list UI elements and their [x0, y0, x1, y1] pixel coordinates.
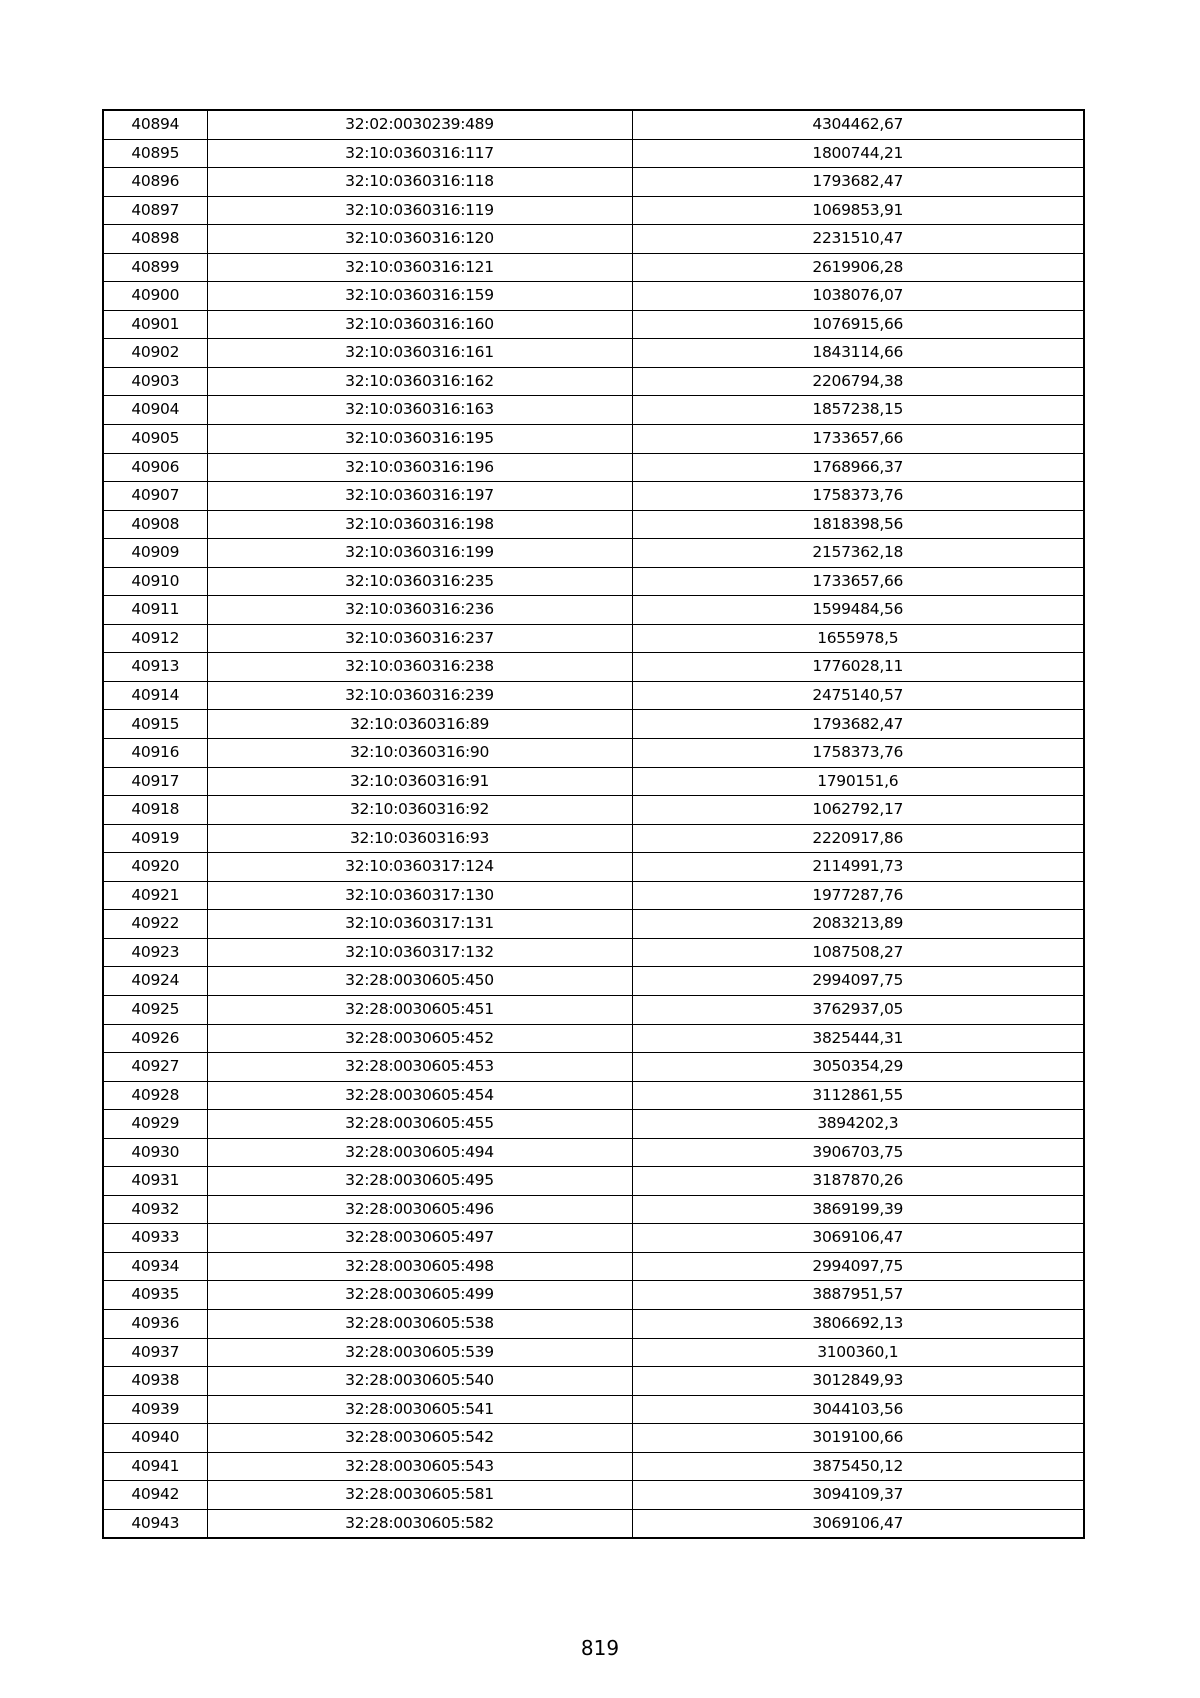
cadastral-value-cell: 3875450,12 — [632, 1452, 1084, 1481]
cadastral-value-cell: 2157362,18 — [632, 539, 1084, 568]
table-row — [103, 739, 1084, 768]
cadastral-number-cell: 32:28:0030605:451 — [207, 995, 632, 1024]
cadastral-value-cell: 3094109,37 — [632, 1481, 1084, 1510]
cadastral-number-cell: 32:10:0360316:199 — [207, 539, 632, 568]
table-row — [103, 425, 1084, 454]
cadastral-number-cell: 32:28:0030605:452 — [207, 1024, 632, 1053]
cadastral-number-cell: 32:10:0360316:159 — [207, 282, 632, 311]
cadastral-number-cell: 32:10:0360317:124 — [207, 853, 632, 882]
cadastral-value-cell: 1857238,15 — [632, 396, 1084, 425]
row-number-cell: 40920 — [103, 853, 207, 882]
row-number-cell: 40902 — [103, 339, 207, 368]
cadastral-value-cell: 1793682,47 — [632, 710, 1084, 739]
cadastral-value-cell: 3019100,66 — [632, 1424, 1084, 1453]
cadastral-number-cell: 32:10:0360316:91 — [207, 767, 632, 796]
row-number-cell: 40901 — [103, 310, 207, 339]
table-row — [103, 995, 1084, 1024]
row-number-cell: 40932 — [103, 1195, 207, 1224]
cadastral-value-cell: 3906703,75 — [632, 1138, 1084, 1167]
row-number-cell: 40931 — [103, 1167, 207, 1196]
cadastral-number-cell: 32:28:0030605:450 — [207, 967, 632, 996]
cadastral-value-cell: 1733657,66 — [632, 567, 1084, 596]
table-row — [103, 1195, 1084, 1224]
cadastral-value-cell: 2994097,75 — [632, 967, 1084, 996]
table-row — [103, 967, 1084, 996]
cadastral-number-cell: 32:10:0360316:238 — [207, 653, 632, 682]
cadastral-value-cell: 1790151,6 — [632, 767, 1084, 796]
cadastral-number-cell: 32:10:0360316:198 — [207, 510, 632, 539]
cadastral-value-cell: 3806692,13 — [632, 1309, 1084, 1338]
cadastral-value-cell: 1776028,11 — [632, 653, 1084, 682]
cadastral-number-cell: 32:10:0360316:195 — [207, 425, 632, 454]
table-row — [103, 881, 1084, 910]
row-number-cell: 40896 — [103, 168, 207, 197]
cadastral-number-cell: 32:28:0030605:498 — [207, 1252, 632, 1281]
table-row — [103, 510, 1084, 539]
cadastral-number-cell: 32:28:0030605:499 — [207, 1281, 632, 1310]
cadastral-value-cell: 2231510,47 — [632, 225, 1084, 254]
cadastral-number-cell: 32:10:0360317:130 — [207, 881, 632, 910]
cadastral-value-cell: 3050354,29 — [632, 1053, 1084, 1082]
row-number-cell: 40914 — [103, 681, 207, 710]
table-row — [103, 596, 1084, 625]
cadastral-number-cell: 32:28:0030605:543 — [207, 1452, 632, 1481]
cadastral-number-cell: 32:28:0030605:540 — [207, 1367, 632, 1396]
cadastral-value-cell: 3112861,55 — [632, 1081, 1084, 1110]
table-row — [103, 282, 1084, 311]
row-number-cell: 40897 — [103, 196, 207, 225]
cadastral-value-cell: 3887951,57 — [632, 1281, 1084, 1310]
cadastral-number-cell: 32:10:0360316:236 — [207, 596, 632, 625]
cadastral-number-cell: 32:02:0030239:489 — [207, 110, 632, 139]
row-number-cell: 40942 — [103, 1481, 207, 1510]
table-row — [103, 796, 1084, 825]
cadastral-number-cell: 32:10:0360316:160 — [207, 310, 632, 339]
cadastral-value-cell: 1062792,17 — [632, 796, 1084, 825]
table-row — [103, 653, 1084, 682]
row-number-cell: 40929 — [103, 1110, 207, 1139]
table-row — [103, 168, 1084, 197]
row-number-cell: 40913 — [103, 653, 207, 682]
cadastral-value-cell: 2475140,57 — [632, 681, 1084, 710]
row-number-cell: 40915 — [103, 710, 207, 739]
cadastral-value-cell: 3869199,39 — [632, 1195, 1084, 1224]
table-row — [103, 453, 1084, 482]
table-row — [103, 767, 1084, 796]
cadastral-value-cell: 2220917,86 — [632, 824, 1084, 853]
row-number-cell: 40923 — [103, 938, 207, 967]
table-row — [103, 367, 1084, 396]
cadastral-number-cell: 32:10:0360316:118 — [207, 168, 632, 197]
cadastral-value-cell: 1768966,37 — [632, 453, 1084, 482]
cadastral-number-cell: 32:10:0360316:117 — [207, 139, 632, 168]
cadastral-number-cell: 32:10:0360316:239 — [207, 681, 632, 710]
table-row — [103, 1224, 1084, 1253]
row-number-cell: 40912 — [103, 624, 207, 653]
cadastral-number-cell: 32:28:0030605:541 — [207, 1395, 632, 1424]
row-number-cell: 40911 — [103, 596, 207, 625]
table-row — [103, 1024, 1084, 1053]
row-number-cell: 40934 — [103, 1252, 207, 1281]
cadastral-value-cell: 1076915,66 — [632, 310, 1084, 339]
cadastral-number-cell: 32:10:0360316:161 — [207, 339, 632, 368]
table-row — [103, 482, 1084, 511]
row-number-cell: 40904 — [103, 396, 207, 425]
row-number-cell: 40940 — [103, 1424, 207, 1453]
cadastral-value-cell: 3012849,93 — [632, 1367, 1084, 1396]
cadastral-value-cell: 1758373,76 — [632, 739, 1084, 768]
cadastral-number-cell: 32:10:0360316:163 — [207, 396, 632, 425]
row-number-cell: 40928 — [103, 1081, 207, 1110]
table-row — [103, 139, 1084, 168]
cadastral-number-cell: 32:28:0030605:581 — [207, 1481, 632, 1510]
table-row — [103, 1452, 1084, 1481]
cadastral-value-table — [102, 109, 1085, 1539]
cadastral-number-cell: 32:28:0030605:495 — [207, 1167, 632, 1196]
row-number-cell: 40941 — [103, 1452, 207, 1481]
table-row — [103, 1053, 1084, 1082]
cadastral-number-cell: 32:28:0030605:539 — [207, 1338, 632, 1367]
page-number: 819 — [580, 1636, 620, 1660]
row-number-cell: 40909 — [103, 539, 207, 568]
cadastral-value-cell: 1793682,47 — [632, 168, 1084, 197]
row-number-cell: 40905 — [103, 425, 207, 454]
table-row — [103, 1395, 1084, 1424]
table-row — [103, 110, 1084, 139]
row-number-cell: 40925 — [103, 995, 207, 1024]
row-number-cell: 40908 — [103, 510, 207, 539]
row-number-cell: 40924 — [103, 967, 207, 996]
row-number-cell: 40921 — [103, 881, 207, 910]
cadastral-value-cell: 1818398,56 — [632, 510, 1084, 539]
cadastral-number-cell: 32:10:0360316:89 — [207, 710, 632, 739]
table-row — [103, 624, 1084, 653]
table-row — [103, 1367, 1084, 1396]
row-number-cell: 40943 — [103, 1509, 207, 1538]
row-number-cell: 40899 — [103, 253, 207, 282]
cadastral-value-cell: 3825444,31 — [632, 1024, 1084, 1053]
row-number-cell: 40918 — [103, 796, 207, 825]
table-row — [103, 196, 1084, 225]
cadastral-number-cell: 32:10:0360316:235 — [207, 567, 632, 596]
cadastral-value-cell: 1800744,21 — [632, 139, 1084, 168]
row-number-cell: 40910 — [103, 567, 207, 596]
row-number-cell: 40894 — [103, 110, 207, 139]
row-number-cell: 40898 — [103, 225, 207, 254]
row-number-cell: 40916 — [103, 739, 207, 768]
row-number-cell: 40900 — [103, 282, 207, 311]
cadastral-number-cell: 32:28:0030605:494 — [207, 1138, 632, 1167]
row-number-cell: 40903 — [103, 367, 207, 396]
cadastral-value-cell: 2994097,75 — [632, 1252, 1084, 1281]
table-row — [103, 225, 1084, 254]
table-row — [103, 1338, 1084, 1367]
table-row — [103, 253, 1084, 282]
row-number-cell: 40895 — [103, 139, 207, 168]
cadastral-number-cell: 32:28:0030605:455 — [207, 1110, 632, 1139]
row-number-cell: 40907 — [103, 482, 207, 511]
cadastral-number-cell: 32:10:0360316:90 — [207, 739, 632, 768]
row-number-cell: 40917 — [103, 767, 207, 796]
table-row — [103, 910, 1084, 939]
cadastral-value-cell: 3100360,1 — [632, 1338, 1084, 1367]
table-row — [103, 938, 1084, 967]
cadastral-number-cell: 32:28:0030605:497 — [207, 1224, 632, 1253]
row-number-cell: 40939 — [103, 1395, 207, 1424]
table-row — [103, 1509, 1084, 1538]
table-row — [103, 1424, 1084, 1453]
cadastral-value-cell: 3069106,47 — [632, 1224, 1084, 1253]
cadastral-value-cell: 1069853,91 — [632, 196, 1084, 225]
cadastral-value-cell: 3069106,47 — [632, 1509, 1084, 1538]
cadastral-number-cell: 32:10:0360317:131 — [207, 910, 632, 939]
cadastral-number-cell: 32:10:0360316:196 — [207, 453, 632, 482]
table-row — [103, 1281, 1084, 1310]
cadastral-number-cell: 32:28:0030605:582 — [207, 1509, 632, 1538]
cadastral-value-cell: 1038076,07 — [632, 282, 1084, 311]
table-row — [103, 1481, 1084, 1510]
table-row — [103, 1167, 1084, 1196]
cadastral-number-cell: 32:10:0360316:119 — [207, 196, 632, 225]
row-number-cell: 40933 — [103, 1224, 207, 1253]
table-row — [103, 396, 1084, 425]
table-row — [103, 1138, 1084, 1167]
row-number-cell: 40926 — [103, 1024, 207, 1053]
row-number-cell: 40906 — [103, 453, 207, 482]
cadastral-value-cell: 2083213,89 — [632, 910, 1084, 939]
cadastral-number-cell: 32:10:0360316:197 — [207, 482, 632, 511]
table-row — [103, 310, 1084, 339]
cadastral-number-cell: 32:28:0030605:538 — [207, 1309, 632, 1338]
table-row — [103, 1081, 1084, 1110]
row-number-cell: 40922 — [103, 910, 207, 939]
table-row — [103, 1252, 1084, 1281]
cadastral-value-cell: 1733657,66 — [632, 425, 1084, 454]
cadastral-value-cell: 3894202,3 — [632, 1110, 1084, 1139]
table-row — [103, 824, 1084, 853]
table-row — [103, 339, 1084, 368]
row-number-cell: 40927 — [103, 1053, 207, 1082]
cadastral-value-cell: 3187870,26 — [632, 1167, 1084, 1196]
cadastral-value-cell: 1599484,56 — [632, 596, 1084, 625]
cadastral-number-cell: 32:28:0030605:542 — [207, 1424, 632, 1453]
table-row — [103, 853, 1084, 882]
row-number-cell: 40938 — [103, 1367, 207, 1396]
cadastral-number-cell: 32:10:0360316:237 — [207, 624, 632, 653]
cadastral-number-cell: 32:10:0360316:121 — [207, 253, 632, 282]
cadastral-value-cell: 2619906,28 — [632, 253, 1084, 282]
cadastral-value-cell: 2206794,38 — [632, 367, 1084, 396]
row-number-cell: 40937 — [103, 1338, 207, 1367]
row-number-cell: 40919 — [103, 824, 207, 853]
cadastral-value-cell: 1977287,76 — [632, 881, 1084, 910]
table-row — [103, 1309, 1084, 1338]
cadastral-value-cell: 3044103,56 — [632, 1395, 1084, 1424]
table-row — [103, 1110, 1084, 1139]
cadastral-value-cell: 1087508,27 — [632, 938, 1084, 967]
cadastral-value-cell: 4304462,67 — [632, 110, 1084, 139]
row-number-cell: 40935 — [103, 1281, 207, 1310]
cadastral-number-cell: 32:10:0360317:132 — [207, 938, 632, 967]
cadastral-value-cell: 2114991,73 — [632, 853, 1084, 882]
cadastral-number-cell: 32:10:0360316:93 — [207, 824, 632, 853]
cadastral-value-cell: 3762937,05 — [632, 995, 1084, 1024]
cadastral-value-cell: 1758373,76 — [632, 482, 1084, 511]
cadastral-value-cell: 1843114,66 — [632, 339, 1084, 368]
table-row — [103, 567, 1084, 596]
row-number-cell: 40930 — [103, 1138, 207, 1167]
cadastral-value-cell: 1655978,5 — [632, 624, 1084, 653]
table-body — [103, 110, 1084, 1538]
row-number-cell: 40936 — [103, 1309, 207, 1338]
cadastral-number-cell: 32:10:0360316:162 — [207, 367, 632, 396]
cadastral-number-cell: 32:28:0030605:453 — [207, 1053, 632, 1082]
table-row — [103, 681, 1084, 710]
cadastral-number-cell: 32:28:0030605:496 — [207, 1195, 632, 1224]
cadastral-number-cell: 32:28:0030605:454 — [207, 1081, 632, 1110]
cadastral-number-cell: 32:10:0360316:92 — [207, 796, 632, 825]
table-row — [103, 539, 1084, 568]
cadastral-number-cell: 32:10:0360316:120 — [207, 225, 632, 254]
table-row — [103, 710, 1084, 739]
